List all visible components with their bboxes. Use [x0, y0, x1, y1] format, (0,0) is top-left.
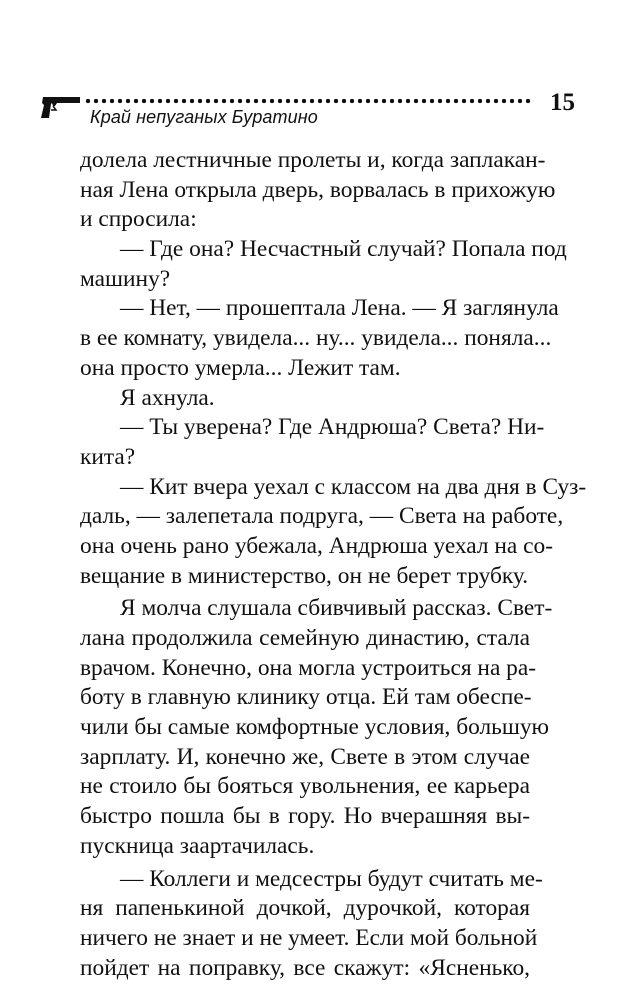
text-line: и спросила: [80, 206, 197, 233]
pistol-icon [40, 94, 82, 122]
text-line: быстро пошла бы в гору. Но вчерашняя вы- [80, 803, 530, 830]
text-line: вещание в министерство, он не берет трубку. [80, 562, 529, 589]
running-title: Край непуганых Буратино [90, 107, 318, 127]
text-line: — Ты уверена? Где Андрюша? Света? Ни- [120, 414, 545, 441]
text-line: Я молча слушала сбивчивый рассказ. Свет- [120, 595, 553, 622]
text-line: машину? [80, 265, 171, 292]
text-line: чили бы самые комфортные условия, большую [80, 714, 549, 741]
text-line: зарплату. И, конечно же, Свете в этом случае [80, 743, 530, 770]
text-line: — Где она? Несчастный случай? Попала под [120, 236, 567, 263]
text-line: боту в главную клинику отца. Ей там обеспе- [80, 684, 532, 711]
text-line: — Нет, — прошептала Лена. — Я заглянула [120, 295, 559, 322]
text-line: ня папенькиной дочкой, дурочкой, которая [80, 895, 530, 922]
dotted-rule [84, 98, 534, 104]
text-line: ничего не знает и не умеет. Если мой больной [80, 924, 538, 951]
text-line: она просто умерла... Лежит там. [80, 354, 401, 381]
text-line: врачом. Конечно, она могла устроиться на ра- [80, 654, 537, 681]
text-line: ная Лена открыла дверь, ворвалась в прихожую [80, 176, 556, 203]
text-line: она очень рано убежала, Андрюша уехал на со- [80, 532, 553, 559]
text-line: пойдет на поправку, все скажут: «Ясненько, [80, 954, 530, 981]
text-line: — Коллеги и медсестры будут считать ме- [120, 865, 543, 892]
text-line: в ее комнату, увидела... ну... увидела... поняла... [80, 325, 552, 352]
text-line: даль, — залепетала подруга, — Света на работе, [80, 503, 564, 530]
body-text [80, 146, 587, 983]
text-line: кита? [80, 443, 136, 470]
text-line: не стоило бы бояться увольнения, ее карьера [80, 773, 530, 800]
page-number: 15 [550, 89, 575, 116]
text-line: — Кит вчера уехал с классом на два дня в Суз- [120, 473, 587, 500]
running-header [40, 86, 600, 136]
text-line: пускница заартачилась. [80, 832, 315, 859]
text-line: долела лестничные пролеты и, когда заплакан- [80, 147, 546, 173]
text-line: лана продолжила семейную династию, стала [80, 625, 530, 651]
text-line: Я ахнула. [120, 384, 215, 411]
